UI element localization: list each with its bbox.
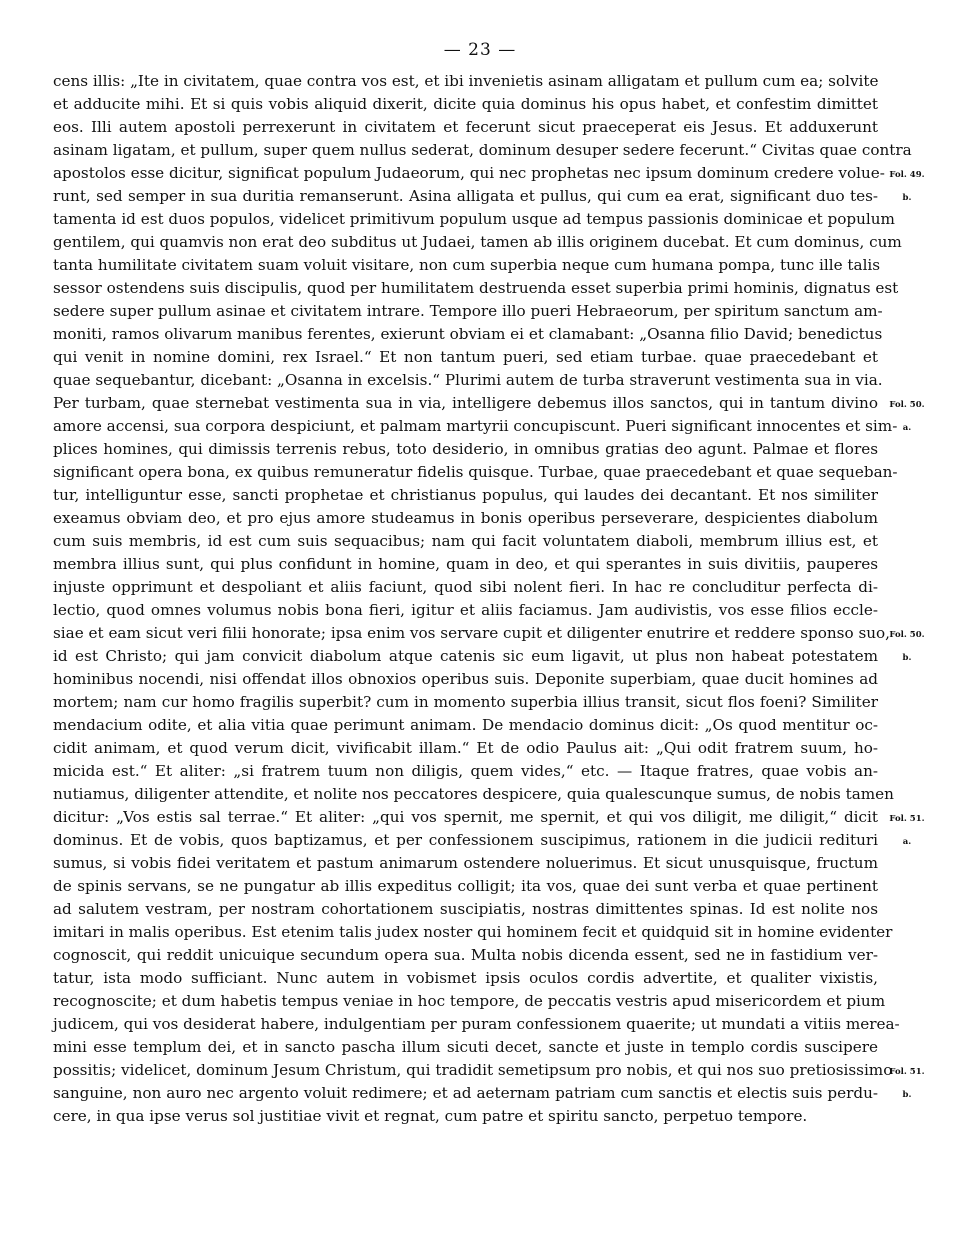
text-line: possitis; videlicet, dominum Jesum Christum, qui tradidit semetipsum pro nobis, et qui nos suo pretiosissimo	[53, 1061, 893, 1079]
page-number: — 23 —	[443, 40, 517, 60]
text-line: injuste opprimunt et despoliant et aliis faciunt, quod sibi nolent fieri. In hac re concluditur perfecta di-	[53, 578, 878, 596]
text-line: moniti, ramos olivarum manibus ferentes, exierunt obviam ei et clamabant: „Osanna filio David; benedictus	[53, 325, 883, 343]
text-line: sessor ostendens suis discipulis, quod per humilitatem destruenda esset superbia primi hominis, dignatus est	[53, 279, 899, 297]
text-line: hominibus nocendi, nisi offendat illos obnoxios operibus suis. Deponite superbiam, quae ducit homines ad	[53, 670, 878, 688]
text-line: eos. Illi autem apostoli perrexerunt in civitatem et fecerunt sicut praeceperat eis Jesus. Et adduxerunt	[53, 118, 878, 136]
text-line: mini esse templum dei, et in sancto pascha illum sicuti decet, sancte et juste in templo cordis suscipere	[53, 1038, 878, 1056]
text-line: cidit animam, et quod verum dicit, vivificabit illam.“ Et de odio Paulus ait: „Qui odit fratrem suum, ho-	[53, 739, 878, 757]
text-line: et adducite mihi. Et si quis vobis aliquid dixerit, dicite quia dominus his opus habet, et confestim dimittet	[53, 95, 878, 113]
text-line: runt, sed semper in sua duritia remanserunt. Asina alligata et pullus, qui cum ea erat, significant duo tes-	[53, 187, 878, 205]
text-line: nutiamus, diligenter attendite, et nolite nos peccatores despicere, quia qualescunque sumus, de nobis tamen	[53, 785, 894, 803]
folio-margin-note: Fol. 49.	[889, 170, 925, 180]
text-line: quae sequebantur, dicebant: „Osanna in excelsis.“ Plurimi autem de turba straverunt vestimenta sua in via.	[53, 371, 883, 389]
text-line: tamenta id est duos populos, videlicet primitivum populum usque ad tempus passionis dominicae et populum	[53, 210, 895, 228]
text-line: tur, intelliguntur esse, sancti prophetae et christianus populus, qui laudes dei decantant. Et nos similiter	[53, 486, 878, 504]
text-line: mortem; nam cur homo fragilis superbit? cum in momento superbia illius transit, sicut flos foeni? Similiter	[53, 693, 878, 711]
folio-margin-note: b.	[902, 193, 912, 203]
text-line: cere, in qua ipse verus sol justitiae vivit et regnat, cum patre et spiritu sancto, perpetuo tempore.	[53, 1107, 808, 1125]
folio-margin-note: Fol. 50.	[889, 630, 925, 640]
text-line: sumus, si vobis fidei veritatem et pastum animarum ostendere noluerimus. Et sicut unusquisque, fructum	[53, 854, 878, 872]
text-line: dominus. Et de vobis, quos baptizamus, et per confessionem suscipimus, rationem in die judicii redituri	[53, 831, 878, 849]
text-line: amore accensi, sua corpora despiciunt, et palmam martyrii concupiscunt. Pueri significant innocentes et sim-	[53, 417, 898, 435]
text-line: tatur, ista modo sufficiant. Nunc autem in vobismet ipsis oculos cordis advertite, et qualiter vixistis,	[53, 969, 878, 987]
text-line: dicitur: „Vos estis sal terrae.“ Et aliter: „qui vos spernit, me spernit, et qui vos diligit, me diligit,“ dicit	[53, 808, 878, 826]
text-line: cens illis: „Ite in civitatem, quae contra vos est, et ibi invenietis asinam alligatam et pullum cum ea; solvite	[53, 72, 879, 90]
text-line: id est Christo; qui jam convicit diabolum atque catenis sic eum ligavit, ut plus non habeat potestatem	[53, 647, 878, 665]
folio-margin-note: a.	[902, 423, 912, 433]
folio-margin-note: b.	[902, 653, 912, 663]
folio-margin-note: Fol. 51.	[889, 1067, 925, 1077]
text-line: ad salutem vestram, per nostram cohortationem suscipiatis, nostras dimittentes spinas. Id est nolite nos	[53, 900, 878, 918]
text-line: lectio, quod omnes volumus nobis bona fieri, igitur et aliis faciamus. Jam audivistis, vos esse filios eccle-	[53, 601, 878, 619]
text-line: gentilem, qui quamvis non erat deo subditus ut Judaei, tamen ab illis originem ducebat. Et cum dominus, cum	[53, 233, 902, 251]
text-line: tanta humilitate civitatem suam voluit visitare, non cum superbia neque cum humana pompa, tunc ille talis	[53, 256, 881, 274]
text-line: membra illius sunt, qui plus confidunt in homine, quam in deo, et qui sperantes in suis divitiis, pauperes	[53, 555, 878, 573]
text-line: apostolos esse dicitur, significat populum Judaeorum, qui nec prophetas nec ipsum dominum credere volue-	[53, 164, 885, 182]
folio-margin-note: b.	[902, 1090, 912, 1100]
text-line: cum suis membris, id est cum suis sequacibus; nam qui facit voluntatem diaboli, membrum illius est, et	[53, 532, 878, 550]
text-line: sedere super pullum asinae et civitatem intrare. Tempore illo pueri Hebraeorum, per spiritum sanctum am-	[53, 302, 883, 320]
text-line: qui venit in nomine domini, rex Israel.“ Et non tantum pueri, sed etiam turbae. quae praecedebant et	[53, 348, 878, 366]
text-line: sanguine, non auro nec argento voluit redimere; et ad aeternam patriam cum sanctis et electis suis perdu-	[53, 1084, 878, 1102]
text-line: micida est.“ Et aliter: „si fratrem tuum non diligis, quem vides,“ etc. — Itaque fratres, quae vobis an-	[53, 762, 878, 780]
text-line: judicem, qui vos desiderat habere, indulgentiam per puram confessionem quaerite; ut mundati a vitiis merea-	[53, 1015, 900, 1033]
folio-margin-note: Fol. 51.	[889, 814, 925, 824]
text-line: Per turbam, quae sternebat vestimenta sua in via, intelligere debemus illos sanctos, qui in tantum divino	[53, 394, 878, 412]
text-line: exeamus obviam deo, et pro ejus amore studeamus in bonis operibus perseverare, despicientes diabolum	[53, 509, 878, 527]
text-line: recognoscite; et dum habetis tempus veniae in hoc tempore, de peccatis vestris apud misericordem et pium	[53, 992, 886, 1010]
text-line: plices homines, qui dimissis terrenis rebus, toto desiderio, in omnibus gratias deo agunt. Palmae et flores	[53, 440, 878, 458]
text-line: de spinis servans, se ne pungatur ab illis expeditus colligit; ita vos, quae dei sunt verba et quae pertinent	[53, 877, 878, 895]
text-line: imitari in malis operibus. Est etenim talis judex noster qui hominem fecit et quidquid sit in homine evidenter	[53, 923, 893, 941]
text-line: significant opera bona, ex quibus remuneratur fidelis quisque. Turbae, quae praecedebant et quae sequeban-	[53, 463, 898, 481]
text-line: cognoscit, qui reddit unicuique secundum opera sua. Multa nobis dicenda essent, sed ne in fastidium ver-	[53, 946, 878, 964]
text-line: mendacium odite, et alia vitia quae perimunt animam. De mendacio dominus dicit: „Os quod mentitur oc-	[53, 716, 878, 734]
text-line: asinam ligatam, et pullum, super quem nullus sederat, dominum desuper sedere fecerunt.“ Civitas quae contra	[53, 141, 912, 159]
text-line: siae et eam sicut veri filii honorate; ipsa enim vos servare cupit et diligenter enutrire et reddere sponso suo,	[53, 624, 890, 642]
folio-margin-note: Fol. 50.	[889, 400, 925, 410]
folio-margin-note: a.	[902, 837, 912, 847]
